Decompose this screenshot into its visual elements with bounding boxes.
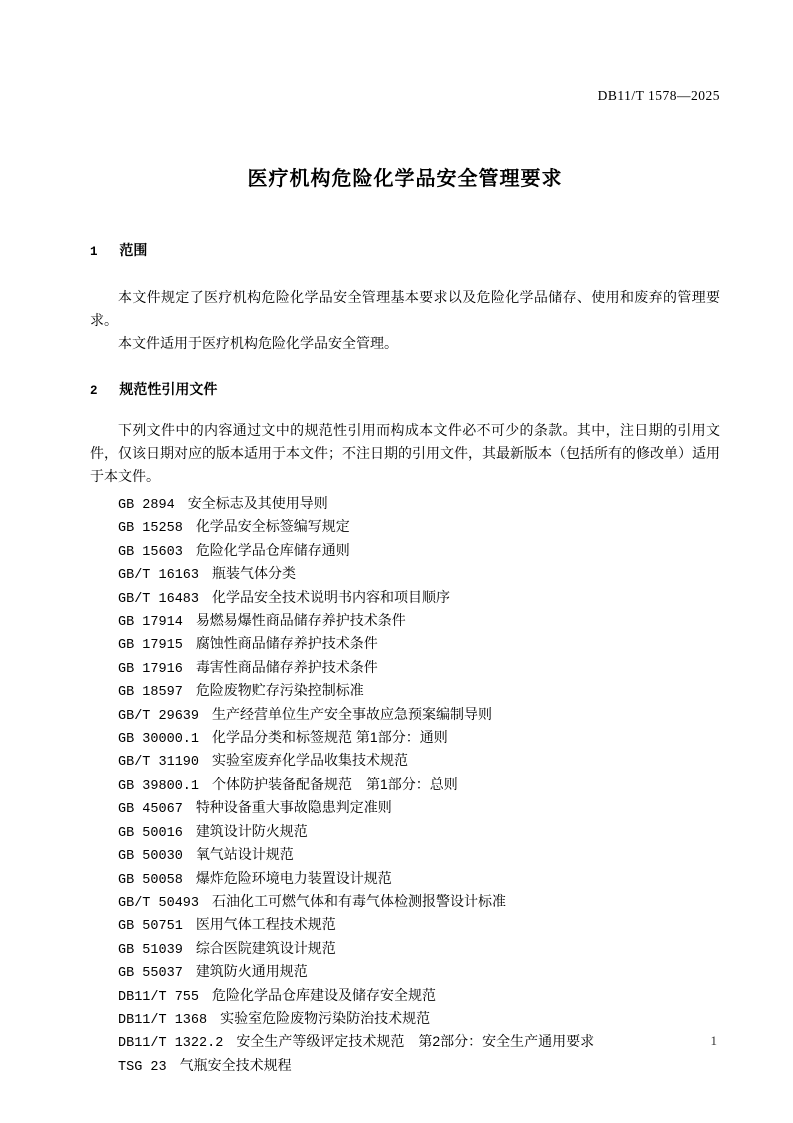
reference-code: GB 30000.1 (118, 732, 200, 748)
reference-code: GB/T 50493 (118, 895, 200, 911)
reference-code: GB 17915 (118, 638, 183, 654)
reference-code: GB/T 31190 (118, 755, 200, 771)
scope-paragraph-1: 本文件规定了医疗机构危险化学品安全管理基本要求以及危险化学品储存、使用和废弃的管理要求。 (90, 291, 720, 329)
reference-item (118, 774, 720, 797)
reference-item (118, 493, 720, 516)
reference-code: TSG 23 (118, 1059, 167, 1075)
section-1-heading (90, 241, 720, 261)
reference-title: 实验室危险废物污染防治技术规范 (220, 1009, 431, 1026)
reference-item (118, 727, 720, 750)
reference-title: 安全生产等级评定技术规范 第2部分：安全生产通用要求 (236, 1033, 595, 1050)
reference-code: GB 17916 (118, 661, 183, 677)
reference-code: DB11/T 1368 (118, 1012, 208, 1028)
reference-title: 建筑防火通用规范 (195, 963, 308, 980)
reference-item (118, 563, 720, 586)
reference-item (118, 891, 720, 914)
reference-code: GB 50058 (118, 872, 183, 888)
reference-item (118, 938, 720, 961)
reference-title: 爆炸危险环境电力装置设计规范 (195, 869, 392, 886)
reference-item (118, 844, 720, 867)
reference-title: 实验室废弃化学品收集技术规范 (212, 752, 409, 769)
reference-title: 综合医院建筑设计规范 (195, 939, 336, 956)
page-number: 1 (710, 1033, 717, 1048)
reference-code: GB 45067 (118, 802, 183, 818)
document-title: 医疗机构危险化学品安全管理要求 (247, 168, 563, 190)
reference-code: GB/T 16483 (118, 591, 200, 607)
reference-title: 氧气站设计规范 (195, 846, 294, 863)
reference-title: 石油化工可燃气体和有毒气体检测报警设计标准 (212, 892, 507, 909)
reference-title: 生产经营单位生产安全事故应急预案编制导则 (212, 705, 493, 722)
reference-code: GB 15603 (118, 544, 183, 560)
reference-code: GB 50030 (118, 849, 183, 865)
reference-title: 气瓶安全技术规程 (179, 1056, 292, 1073)
reference-item (118, 750, 720, 773)
reference-item (118, 868, 720, 891)
reference-code: GB 2894 (118, 498, 175, 513)
reference-item (118, 704, 720, 727)
reference-title: 特种设备重大事故隐患判定准则 (195, 799, 392, 816)
references-intro-paragraph: 下列文件中的内容通过文中的规范性引用而构成本文件必不可少的条款。其中，注日期的引用文件，仅该日期对应的版本适用于本文件；不注日期的引用文件，其最新版本（包括所有的修改单）适用于本文件。 (90, 424, 720, 485)
reference-item (118, 961, 720, 984)
reference-title: 化学品安全标签编写规定 (195, 518, 350, 535)
scope-paragraph-2: 本文件适用于医疗机构危险化学品安全管理。 (118, 337, 398, 352)
reference-item (118, 797, 720, 820)
reference-title: 个体防护装备配备规范 第1部分：总则 (212, 775, 458, 792)
reference-title: 瓶装气体分类 (212, 565, 297, 582)
reference-code: GB 50016 (118, 825, 183, 841)
reference-code: GB 18597 (118, 685, 183, 701)
reference-title: 危险化学品仓库建设及储存安全规范 (212, 986, 437, 1003)
section-2-number: 2 (90, 384, 98, 398)
reference-item (118, 633, 720, 656)
reference-item (118, 680, 720, 703)
reference-item (118, 610, 720, 633)
reference-list (118, 493, 720, 1078)
reference-title: 化学品安全技术说明书内容和项目顺序 (212, 588, 451, 605)
reference-title: 安全标志及其使用导则 (187, 495, 328, 511)
reference-title: 易燃易爆性商品储存养护技术条件 (195, 612, 406, 629)
section-scope (90, 241, 720, 356)
reference-code: GB 17914 (118, 615, 183, 631)
reference-item (118, 657, 720, 680)
reference-title: 化学品分类和标签规范 第1部分：通则 (212, 729, 448, 746)
reference-title: 医用气体工程技术规范 (195, 916, 336, 933)
reference-code: GB 39800.1 (118, 778, 200, 794)
document-number: DB11/T 1578—2025 (597, 88, 720, 103)
reference-item (118, 516, 720, 539)
reference-code: DB11/T 755 (118, 989, 200, 1005)
section-1-number: 1 (90, 245, 98, 259)
reference-item (118, 821, 720, 844)
reference-title: 建筑设计防火规范 (195, 822, 308, 839)
reference-item (118, 985, 720, 1008)
reference-item (118, 1031, 720, 1054)
reference-title: 危险化学品仓库储存通则 (195, 541, 350, 558)
reference-code: DB11/T 1322.2 (118, 1036, 224, 1052)
reference-code: GB 51039 (118, 942, 183, 958)
reference-code: GB 15258 (118, 521, 183, 537)
reference-code: GB 55037 (118, 966, 183, 982)
section-1-title: 范围 (119, 242, 148, 258)
reference-item (118, 540, 720, 563)
section-2-heading (90, 380, 720, 400)
reference-code: GB 50751 (118, 919, 183, 935)
section-2-title: 规范性引用文件 (119, 381, 218, 397)
section-normative-references (90, 380, 720, 1078)
reference-title: 危险废物贮存污染控制标准 (195, 682, 364, 699)
reference-title: 腐蚀性商品储存养护技术条件 (195, 635, 378, 652)
reference-title: 毒害性商品储存养护技术条件 (195, 658, 378, 675)
reference-code: GB/T 16163 (118, 568, 200, 584)
reference-item (118, 914, 720, 937)
reference-item (118, 1008, 720, 1031)
reference-item (118, 587, 720, 610)
reference-item (118, 1055, 720, 1078)
reference-code: GB/T 29639 (118, 708, 200, 724)
